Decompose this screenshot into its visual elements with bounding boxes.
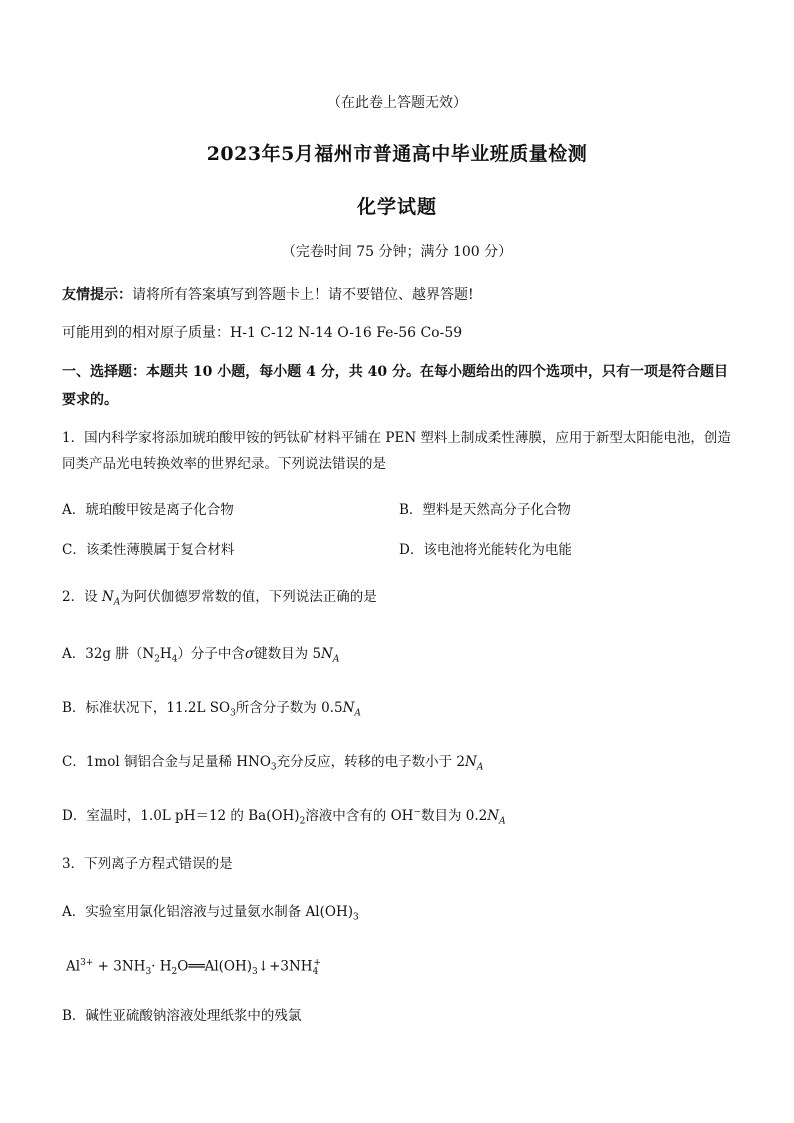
q3-option-b: B．碱性亚硫酸钠溶液处理纸浆中的残氯	[62, 1008, 302, 1024]
q2-stem: 2．设 $N_A$为阿伏伽德罗常数的值，下列说法正确的是	[62, 589, 377, 608]
q3-option-a: A．实验室用氯化铝溶液与过量氨水制备 $Al(OH)_3$	[62, 904, 359, 923]
exam-title: 2023年5月福州市普通高中毕业班质量检测	[206, 143, 588, 165]
avogadro-symbol: $N_A$	[101, 589, 121, 608]
q1-option-c: C．该柔性薄膜属于复合材料	[62, 542, 235, 558]
q3-stem: 3．下列离子方程式错误的是	[62, 856, 233, 872]
section1-heading: 一、选择题：本题共 10 小题，每小题 4 分，共 40 分。在每小题给出的四个选项中，只有一项是符合题目要求的。	[62, 364, 728, 408]
q1-option-b: B．塑料是天然高分子化合物	[399, 502, 571, 518]
q2-option-a: A．32g 肼$(N_2H_4)$分子中含σ键数目为 $5N_A$	[62, 646, 340, 665]
invalid-note: （在此卷上答题无效）	[327, 95, 467, 111]
q1-option-d: D．该电池将光能转化为电能	[399, 542, 572, 558]
q1-stem: 1．国内科学家将添加琥珀酸甲铵的钙钛矿材料平铺在 PEN 塑料上制成柔性薄膜，应用于新型太阳能电池，创造同类产品光电转换效率的世界纪录。下列说法错误的是	[62, 430, 731, 472]
time-note: （完卷时间 75 分钟；满分 100 分）	[281, 244, 513, 260]
subject-title: 化学试题	[356, 196, 437, 218]
q2-option-b: B．标准状况下，11.2L $SO_3$所含分子数为 $0.5N_A$	[62, 700, 361, 719]
q2-option-c: C．1mol 铜铝合金与足量稀 $HNO_3$充分反应，转移的电子数小于 $2N_A$	[62, 754, 484, 773]
tip-label: 友情提示：	[62, 287, 132, 303]
atomic-masses: 可能用到的相对原子质量：H-1 C-12 N-14 O-16 Fe-56 Co-59	[62, 325, 463, 341]
friendly-tip	[62, 284, 474, 304]
q2-option-d: D．室温时，1.0L pH＝12 的 $Ba(OH)_2$溶液中含有的 OH−数目为 $0.2N_A$	[62, 807, 506, 827]
q3-option-a-equation: $Al^{3+} + 3NH_3\cdot$ $H_2O══Al(OH)_3↓+3NH_4^+$	[66, 958, 321, 978]
q1-option-a: A．琥珀酸甲铵是离子化合物	[62, 502, 234, 518]
tip-text: 请将所有答案填写到答题卡上！请不要错位、越界答题!	[132, 287, 474, 303]
